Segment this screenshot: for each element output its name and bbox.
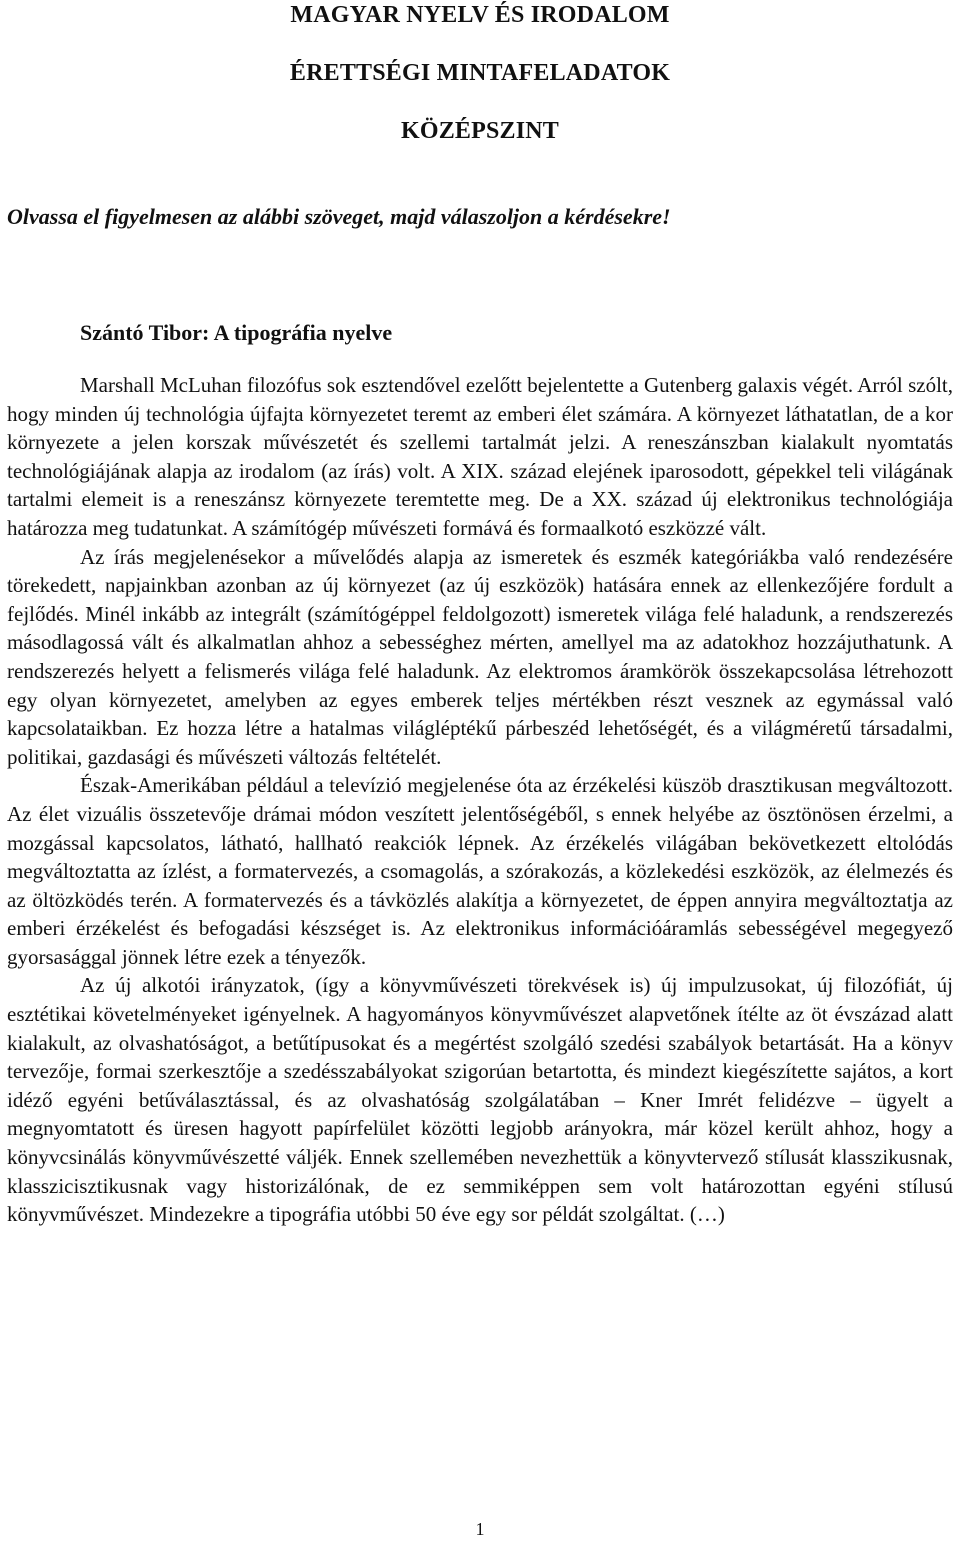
article-paragraph: Az új alkotói irányzatok, (így a könyvművészeti törekvések is) új impulzusokat, új filozófiát, új esztétikai követelményeket igényelnek. A hagyományos könyvművészet alapvetőnek ítélte az öt évszázad alatt kialakult, az olvashatóságot, a betűtípusokat és a megértést szolgáló szedési szabályok betartását. Ha a könyv tervezője, formai szerkesztője a szedésszabályokat szigorúan betartotta, és mindezt kiegészítette sajátos, a kort idéző egyéni betűválasztással, és az olvashatóság szolgálatában – Kner Imrét felidézve – ügyelt a megnyomtatott és üresen hagyott papírfelület közötti legjobb arányokra, már közel került ahhoz, hogy a könyvcsinálás könyvművészetté váljék. Ennek szellemében nevezhettük a könyvtervező stílusát klasszikusnak, klasszicisztikusnak vagy historizálónak, de ez semmiképpen sem volt határozottan egyéni stílusú könyvművészet. Mindezekre a tipográfia utóbbi 50 éve egy sor példát szolgáltat. (…) [7,973,953,1227]
instruction-text: Olvassa el figyelmesen az alábbi szöveget, majd válaszoljon a kérdésekre! [7,204,671,229]
article-paragraph: Észak-Amerikában például a televízió megjelenése óta az érzékelési küszöb drasztikusan megváltozott. Az élet vizuális összetevője drámai módon veszített jelentőségéből, s ennek helyébe az ösztönösen érzelmi, a mozgással kapcsolatos, látható, hallható reakciók lépnek. Az érzékelés világában bekövetkezett eltolódás megváltoztatta az ízlést, a formatervezés, a csomagolás, a szórakozás, a közlekedési eszközök, az élelmezés és az öltözködés terén. A formatervezés és a távközlés alakítja a környezetet, de éppen annyira megváltoztatja az emberi érzékelést és befogadási készséget is. Az elektronikus információáramlás sebességével megegyező gyorsasággal jönnek létre ezek a tényezők. [7,773,953,969]
level-heading: KÖZÉPSZINT [400,118,560,144]
article-body [7,371,953,1229]
page-number: 1 [475,1519,485,1539]
exam-heading: ÉRETTSÉGI MINTAFELADATOK [289,60,671,86]
article-paragraph: Az írás megjelenésekor a művelődés alapja az ismeretek és eszmék kategóriákba való rendezésére törekedett, napjainkban azonban az új környezet (az új eszközök) hatására ennek az ellenkezőjére fordult a fejlődés. Minél inkább az integrált (számítógéppel feldolgozott) ismeretek világa felé haladunk, a rendszerezés másodlagossá vált és alkalmatlan ahhoz a sebességhez mérten, amellyel ma az adatokhoz hozzájuthatunk. A rendszerezés helyett a felismerés világa felé haladunk. Az elektromos áramkörök összekapcsolása létrehozott egy olyan környezetet, amelyben az egyes emberek teljes mértékben részt vesznek az egymással való kapcsolataikban. Ez hozza létre a hatalmas világléptékű párbeszéd lehetőségét, és a világméretű társadalmi, politikai, gazdasági és művészeti változás feltételét. [7,544,953,769]
subject-heading: MAGYAR NYELV ÉS IRODALOM [290,2,670,28]
article-title: Szántó Tibor: A tipográfia nyelve [80,320,393,345]
article-paragraph: Marshall McLuhan filozófus sok esztendővel ezelőtt bejelentette a Gutenberg galaxis végét. Arról szólt, hogy minden új technológia újfajta környezetet teremt az emberi élet számára. A környezet láthatatlan, de a kor környezete a jelen korszak művészetét és szellemi tartalmát jelzi. A reneszánszban kialakult nyomtatás technológiájának alapja az irodalom (az írás) volt. A XIX. század elejének iparosodott, gépekkel teli világának tartalmi elemeit is a reneszánsz környezete teremtette meg. De a XX. század új elektronikus technológiája határozza meg tudatunkat. A számítógép művészeti formává és formaalkotó eszközzé vált. [7,373,953,540]
